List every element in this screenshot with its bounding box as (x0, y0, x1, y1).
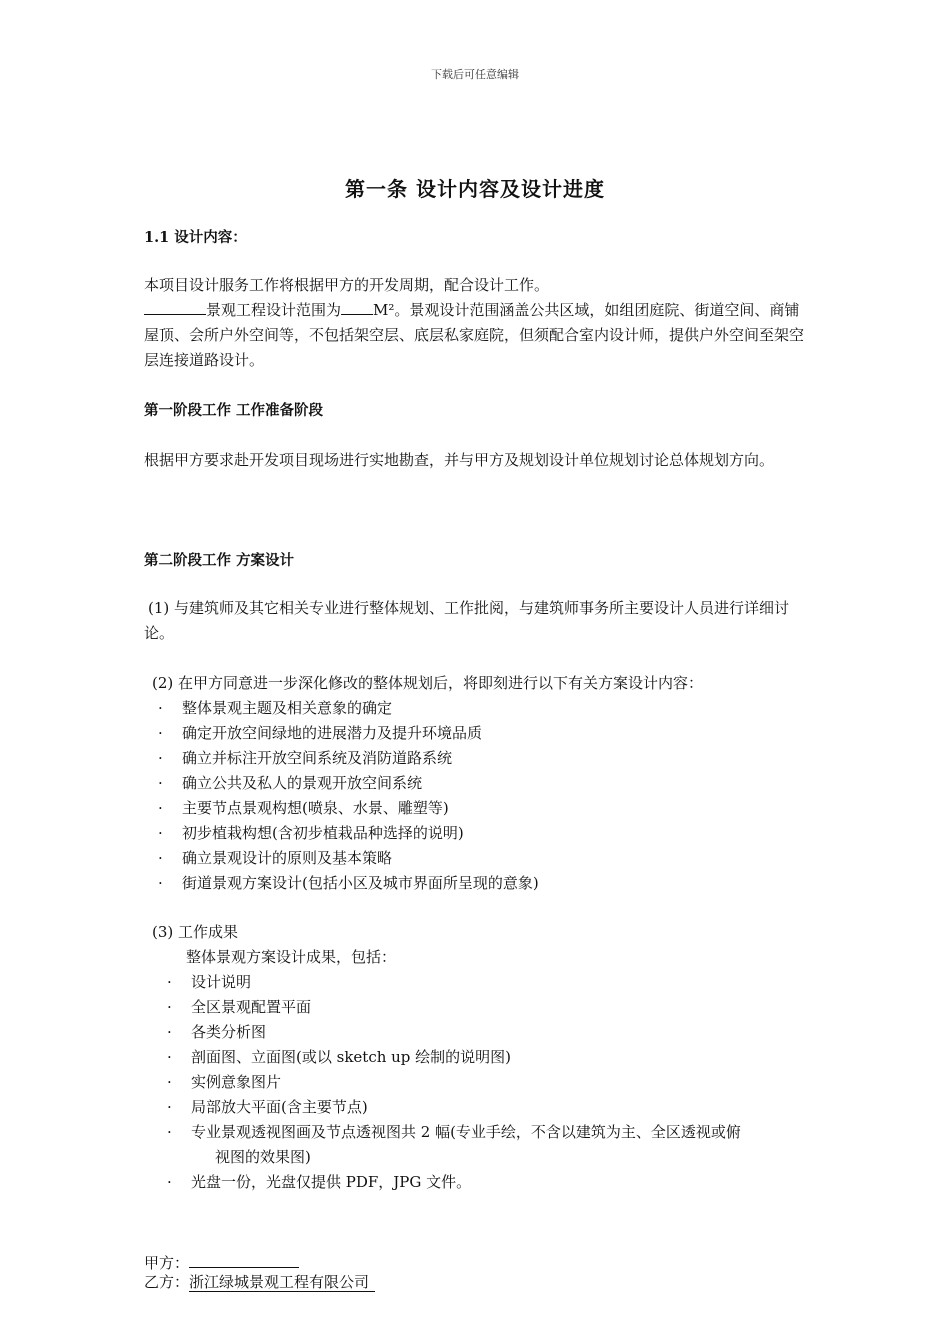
stage2-item1 (144, 596, 809, 646)
list-item (144, 721, 809, 746)
item3-text: (3) 工作成果 (152, 923, 239, 941)
list-item-continuation: 视图的效果图) (215, 1148, 311, 1166)
bullet: · (167, 1048, 172, 1066)
scope-paragraph (144, 298, 809, 373)
list-item (144, 1070, 809, 1095)
list-item-text: 剖面图、立面图(或以 sketch up 绘制的说明图) (191, 1048, 512, 1066)
bullet: · (167, 1173, 172, 1191)
list-item-text: 整体景观主题及相关意象的确定 (182, 699, 393, 717)
scope-text-part1: 景观工程设计范围为 (206, 301, 342, 319)
list-item-text: 确立公共及私人的景观开放空间系统 (182, 774, 423, 792)
list-item-text: 初步植栽构想(含初步植栽品种选择的说明) (182, 824, 464, 842)
list-item-text: 实例意象图片 (191, 1073, 282, 1091)
bullet: · (158, 874, 163, 892)
list-item-text: 街道景观方案设计(包括小区及城市界面所呈现的意象) (182, 874, 539, 892)
bullet: · (158, 799, 163, 817)
list-item (144, 1120, 809, 1170)
bullet: · (167, 1023, 172, 1041)
list-item (144, 796, 809, 821)
list-item-text: 各类分析图 (191, 1023, 267, 1041)
list-item-text: 主要节点景观构想(喷泉、水景、雕塑等) (182, 799, 449, 817)
page-title: 第一条 设计内容及设计进度 (345, 177, 605, 201)
stage1-heading: 第一阶段工作 工作准备阶段 (144, 402, 324, 419)
section-1-1-heading: 1.1 设计内容： (144, 229, 247, 246)
list-item-text: 全区景观配置平面 (191, 998, 312, 1016)
bullet: · (167, 998, 172, 1016)
party-b-label: 乙方： (144, 1273, 190, 1291)
list-item (144, 821, 809, 846)
list-item (144, 746, 809, 771)
blank-project-name (144, 298, 206, 315)
bullet: · (158, 749, 163, 767)
item3-intro: 整体景观方案设计成果，包括： (186, 948, 397, 966)
list-item (144, 1020, 809, 1045)
section-1-1-body (144, 273, 809, 373)
blank-area (341, 298, 373, 315)
item2-text: (2) 在甲方同意进一步深化修改的整体规划后，将即刻进行以下有关方案设计内容： (152, 674, 704, 692)
list-item-text: 确立景观设计的原则及基本策略 (182, 849, 393, 867)
bullet: · (167, 1098, 172, 1116)
list-item-text: 确定开放空间绿地的进展潜力及提升环境品质 (182, 724, 483, 742)
list-item (144, 1095, 809, 1120)
stage2-heading: 第二阶段工作 方案设计 (144, 552, 295, 569)
stage2-item3 (144, 920, 809, 1195)
list-item (144, 771, 809, 796)
list-item (144, 970, 809, 995)
signature-block (144, 1253, 375, 1292)
header-note: 下载后可任意编辑 (431, 68, 519, 81)
bullet: · (158, 774, 163, 792)
item1-text: (1) 与建筑师及其它相关专业进行整体规划、工作批阅，与建筑师事务所主要设计人员进行详细讨论。 (144, 599, 790, 642)
bullet: · (167, 1073, 172, 1091)
stage1-text: 根据甲方要求赴开发项目现场进行实地勘查，并与甲方及规划设计单位规划讨论总体规划方向。 (144, 451, 775, 469)
list-item (144, 696, 809, 721)
list-item (144, 1045, 809, 1070)
list-item-text: 专业景观透视图画及节点透视图共 2 幅(专业手绘，不含以建筑为主、全区透视或俯 (191, 1123, 741, 1141)
list-item (144, 871, 809, 896)
list-item-text: 确立并标注开放空间系统及消防道路系统 (182, 749, 453, 767)
bullet: · (158, 699, 163, 717)
party-a-line (144, 1253, 375, 1273)
list-item (144, 1170, 809, 1195)
list-item (144, 846, 809, 871)
scope-text-part2: M²。景观设计范围涵盖公共区域，如组团庭院、街道空间、商铺屋顶、会所户外空间等，不包括架空层、底层私家庭院，但须配合室内设计师，提供户外空间至架空层连接道路设计。 (144, 301, 805, 369)
bullet: · (167, 973, 172, 991)
bullet: · (167, 1123, 172, 1141)
party-a-blank (189, 1253, 299, 1268)
bullet: · (158, 724, 163, 742)
party-b-name: 浙江绿城景观工程有限公司 (189, 1273, 375, 1292)
intro-paragraph: 本项目设计服务工作将根据甲方的开发周期，配合设计工作。 (144, 276, 550, 294)
list-item (144, 995, 809, 1020)
stage2-item2 (144, 671, 809, 896)
list-item-text: 设计说明 (191, 973, 252, 991)
list-item-text: 光盘一份，光盘仅提供 PDF，JPG 文件。 (191, 1173, 472, 1191)
bullet: · (158, 849, 163, 867)
party-a-label: 甲方： (144, 1254, 190, 1272)
bullet: · (158, 824, 163, 842)
party-b-line (144, 1273, 375, 1292)
list-item-text: 局部放大平面(含主要节点) (191, 1098, 368, 1116)
